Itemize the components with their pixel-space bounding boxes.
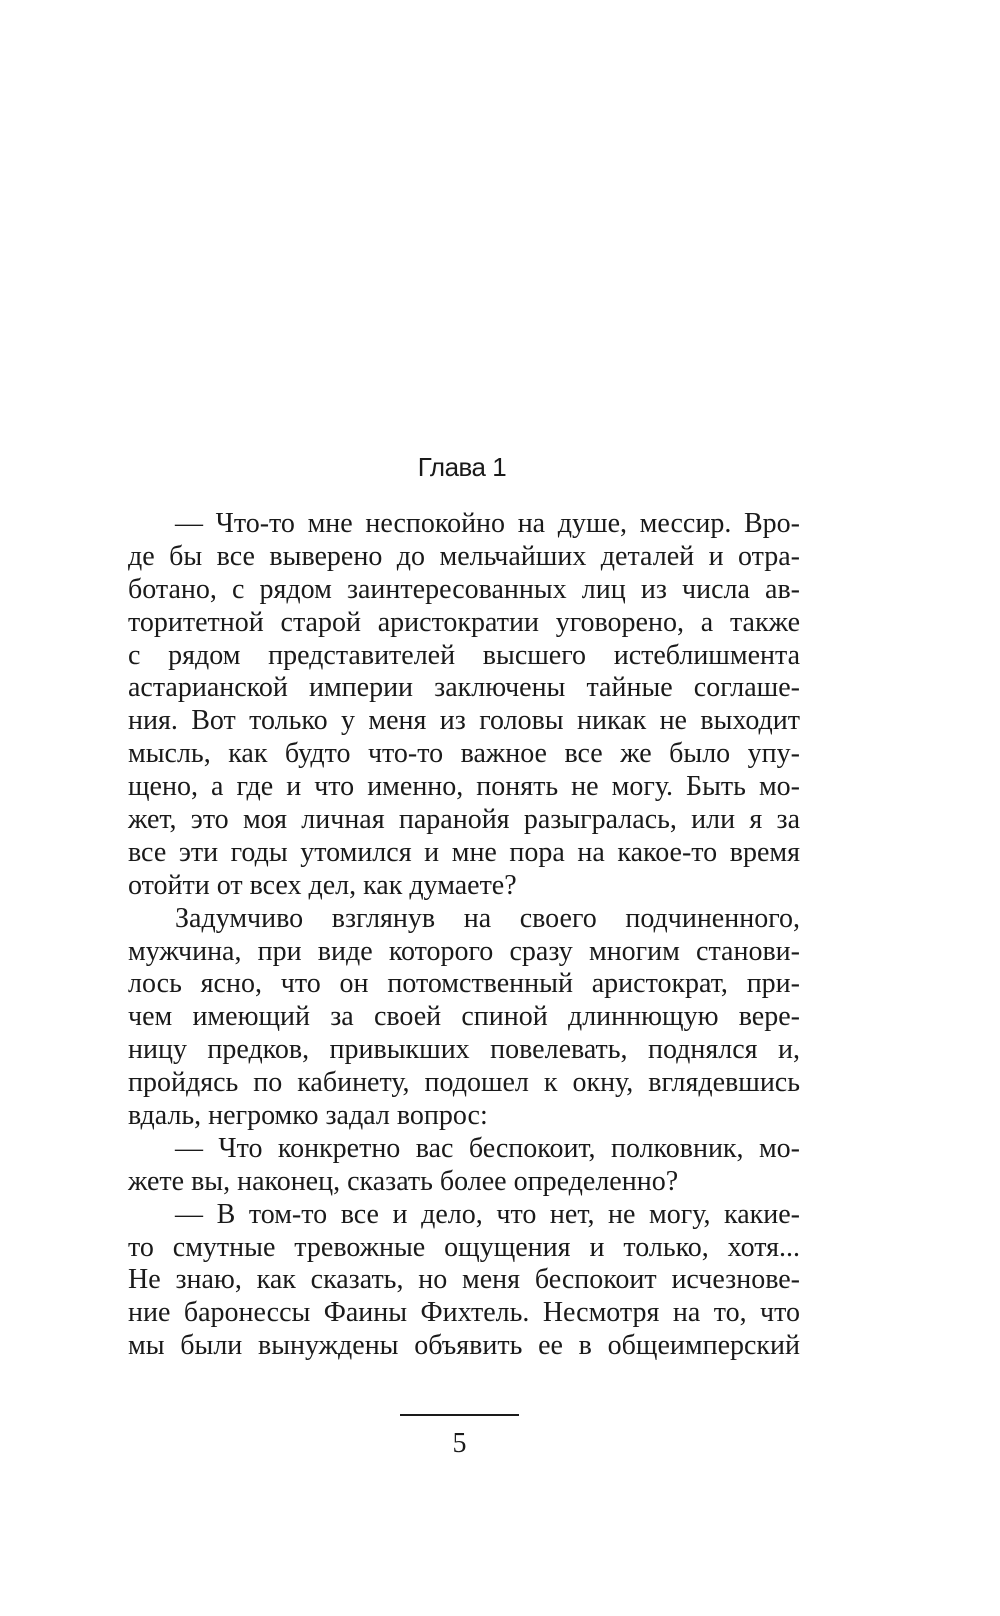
text-line: лось ясно, что он потомственный аристократ, при- <box>128 968 800 1000</box>
text-line: мужчина, при виде которого сразу многим станови- <box>128 935 800 967</box>
footer-rule <box>400 1414 519 1416</box>
text-line: мы были вынуждены объявить ее в общеимперский <box>128 1330 800 1362</box>
text-line: — В том-то все и дело, что нет, не могу, какие- <box>175 1198 800 1230</box>
text-line: щено, а где и что именно, понять не могу. Быть мо- <box>128 771 800 803</box>
chapter-title: Глава 1 <box>417 452 507 482</box>
text-line: ботано, с рядом заинтересованных лиц из числа ав- <box>128 573 800 605</box>
text-line: вдаль, негромко задал вопрос: <box>128 1100 488 1132</box>
text-line: Задумчиво взглянув на своего подчиненного, <box>175 902 800 934</box>
text-line: отойти от всех дел, как думаете? <box>128 869 517 901</box>
text-line: — Что конкретно вас беспокоит, полковник, мо- <box>175 1132 800 1164</box>
text-line: с рядом представителей высшего истеблишмента <box>128 639 800 671</box>
body-text <box>128 508 800 1363</box>
text-line: де бы все выверено до мельчайших деталей и отра- <box>128 540 800 572</box>
text-line: торитетной старой аристократии уговорено, а также <box>128 606 800 638</box>
text-line: то смутные тревожные ощущения и только, хотя... <box>128 1231 800 1263</box>
text-line: все эти годы утомился и мне пора на какое-то время <box>128 836 800 868</box>
text-line: ния. Вот только у меня из головы никак не выходит <box>128 705 800 737</box>
text-line: ние баронессы Фаины Фихтель. Несмотря на то, что <box>128 1297 800 1329</box>
text-line: жете вы, наконец, сказать более определенно? <box>128 1165 679 1197</box>
page-number: 5 <box>452 1428 467 1459</box>
text-line: Не знаю, как сказать, но меня беспокоит исчезнове- <box>128 1264 800 1296</box>
text-line: чем имеющий за своей спиной длиннющую вере- <box>128 1001 800 1033</box>
text-line: пройдясь по кабинету, подошел к окну, вглядевшись <box>128 1067 800 1099</box>
text-line: мысль, как будто что-то важное все же было упу- <box>128 738 800 770</box>
text-line: астарианской империи заключены тайные соглаше- <box>128 672 800 704</box>
text-line: — Что-то мне неспокойно на душе, мессир. Вро- <box>175 508 800 539</box>
text-line: ницу предков, привыкших повелевать, поднялся и, <box>128 1034 800 1066</box>
text-line: жет, это моя личная паранойя разыгралась, или я за <box>128 804 800 836</box>
